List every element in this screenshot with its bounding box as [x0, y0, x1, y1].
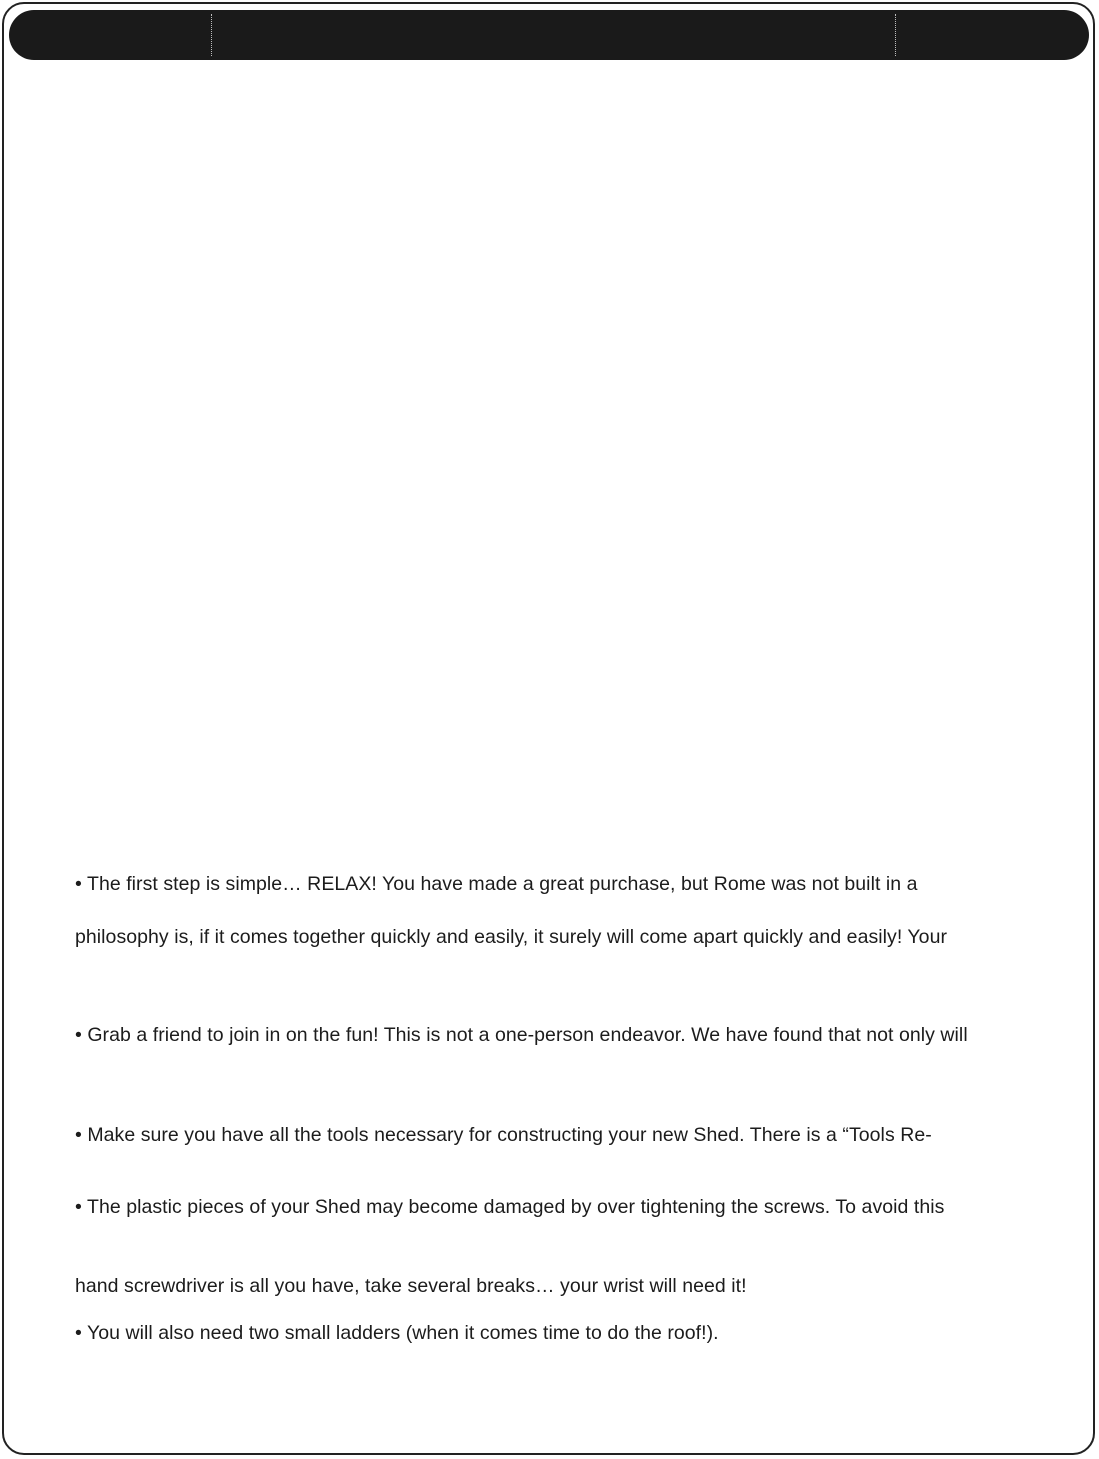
bullet-tools: • Make sure you have all the tools necessary for constructing your new Shed. There is a “Tools Re- — [75, 1124, 932, 1146]
bullet-ladders: • You will also need two small ladders (when it comes time to do the roof!). — [75, 1322, 719, 1344]
text-philosophy: philosophy is, if it comes together quickly and easily, it surely will come apart quickly and easily! Your — [75, 926, 948, 948]
text-hand-screwdriver: hand screwdriver is all you have, take several breaks… your wrist will need it! — [75, 1275, 747, 1297]
header-divider-right — [895, 14, 896, 56]
bullet-relax: • The first step is simple… RELAX! You have made a great purchase, but Rome was not built in a — [75, 873, 918, 895]
bullet-grab-friend: • Grab a friend to join in on the fun! This is not a one-person endeavor. We have found that not only will — [75, 1024, 968, 1046]
header-bar — [9, 10, 1089, 60]
bullet-plastic-pieces: • The plastic pieces of your Shed may become damaged by over tightening the screws. To avoid this — [75, 1196, 945, 1218]
page-frame — [2, 2, 1095, 1455]
header-divider-left — [211, 14, 212, 56]
